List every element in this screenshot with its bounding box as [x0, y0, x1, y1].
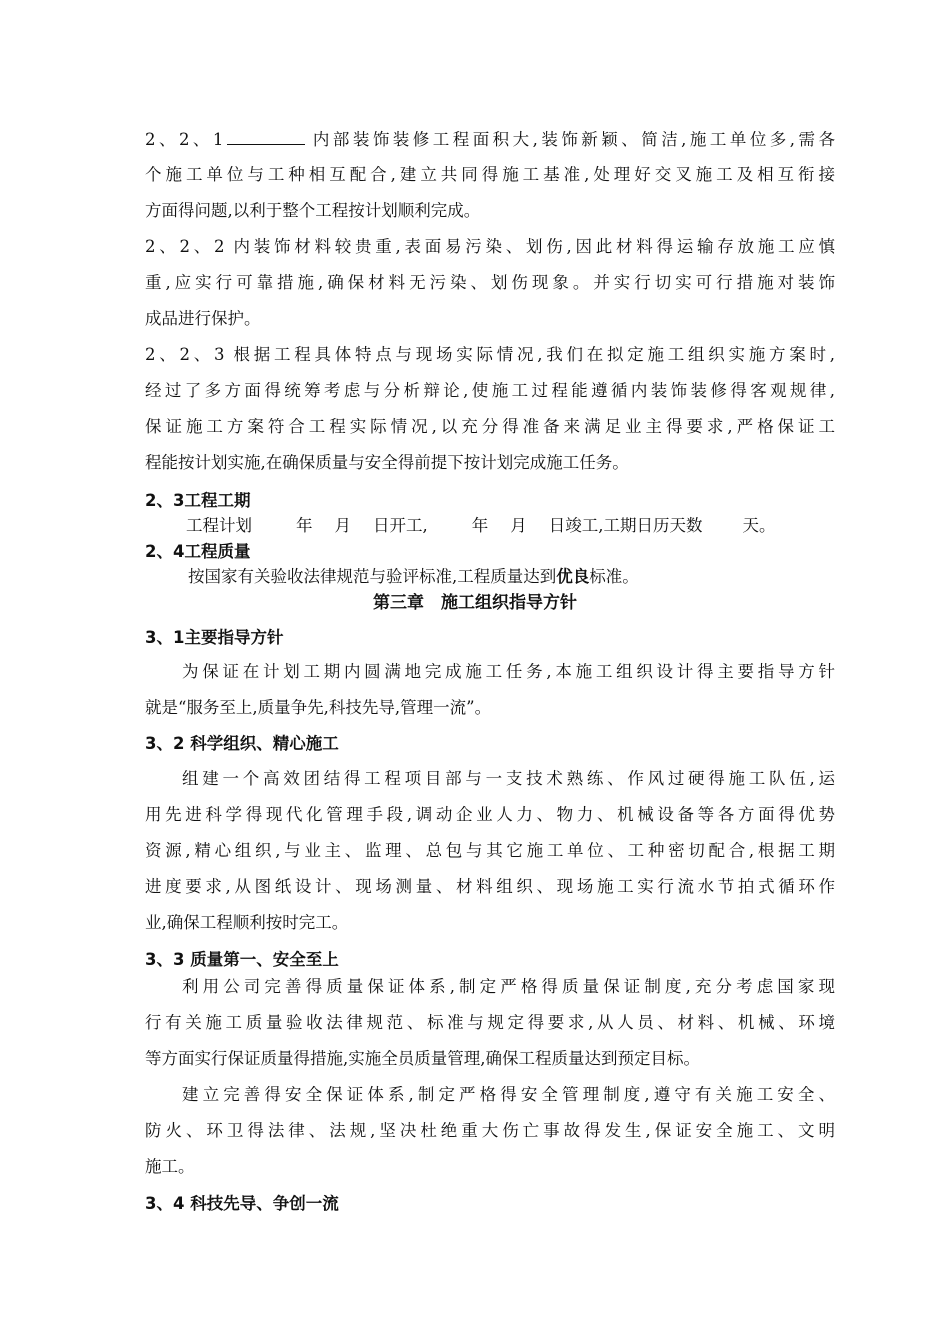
schedule-start-month: 月 — [334, 516, 351, 535]
heading-3-4: 3、4 科技先导、争创一流 — [145, 1194, 339, 1213]
heading-2-4: 2、4工程质量 — [145, 542, 251, 561]
para-3-2-line-5: 业,确保工程顺利按时完工。 — [145, 913, 349, 932]
para-3-2-line-1: 组建一个高效团结得工程项目部与一支技术熟练、作风过硬得施工队伍,运 — [182, 769, 835, 788]
para-2-2-2-line-2: 重,应实行可靠措施,确保材料无污染、划伤现象。并实行切实可行措施对装饰 — [145, 273, 835, 292]
text: 内部装饰装修工程面积大,装饰新颖、简洁,施工单位多,需各 — [309, 130, 835, 149]
schedule-line — [186, 515, 836, 537]
para-2-2-2-line-1: 2、2、2 内装饰材料较贵重,表面易污染、划伤,因此材料得运输存放施工应慎 — [145, 237, 835, 256]
para-3-3b-line-1: 建立完善得安全保证体系,制定严格得安全管理制度,遵守有关施工安全、 — [182, 1085, 835, 1104]
para-3-3a-line-1: 利用公司完善得质量保证体系,制定严格得质量保证制度,充分考虑国家现 — [182, 977, 835, 996]
quality-text-end: 标准。 — [589, 567, 639, 586]
chapter-title: 第三章 施工组织指导方针 — [373, 593, 577, 613]
para-2-2-2-line-3: 成品进行保护。 — [145, 309, 261, 328]
para-3-3a-line-2: 行有关施工质量验收法律规范、标准与规定得要求,从人员、材料、机械、环境 — [145, 1013, 835, 1032]
para-3-1-line-2: 就是“服务至上,质量争先,科技先导,管理一流”。 — [145, 698, 492, 717]
para-3-2-line-3: 资源,精心组织,与业主、监理、总包与其它施工单位、工种密切配合,根据工期 — [145, 841, 835, 860]
para-2-2-1-line-1 — [145, 129, 835, 151]
para-2-2-3-line-1: 2、2、3 根据工程具体特点与现场实际情况,我们在拟定施工组织实施方案时, — [145, 345, 835, 364]
para-3-3a-line-3: 等方面实行保证质量得措施,实施全员质量管理,确保工程质量达到预定目标。 — [145, 1049, 700, 1068]
section-number: 2、2、1 — [145, 130, 224, 149]
schedule-end-month: 月 — [510, 516, 527, 535]
heading-3-1: 3、1主要指导方针 — [145, 628, 284, 647]
quality-text: 按国家有关验收法律规范与验评标准,工程质量达到 — [188, 567, 557, 586]
heading-3-3: 3、3 质量第一、安全至上 — [145, 950, 339, 969]
schedule-end-day-duration: 日竣工,工期日历天数 — [548, 516, 703, 535]
para-2-2-1-line-3: 方面得问题,以利于整个工程按计划顺利完成。 — [145, 201, 481, 220]
schedule-days-unit: 天。 — [742, 516, 776, 535]
quality-grade: 优良 — [556, 567, 590, 586]
quality-line — [188, 566, 788, 588]
schedule-end-year: 年 — [471, 516, 489, 535]
fill-in-blank — [227, 130, 305, 145]
para-3-3b-line-2: 防火、环卫得法律、法规,坚决杜绝重大伤亡事故得发生,保证安全施工、文明 — [145, 1121, 835, 1140]
para-2-2-3-line-2: 经过了多方面得统筹考虑与分析辩论,使施工过程能遵循内装饰装修得客观规律, — [145, 381, 835, 400]
para-2-2-1-line-2: 个施工单位与工种相互配合,建立共同得施工基准,处理好交叉施工及相互衔接 — [145, 165, 835, 184]
para-3-3b-line-3: 施工。 — [145, 1157, 195, 1176]
para-2-2-3-line-3: 保证施工方案符合工程实际情况,以充分得准备来满足业主得要求,严格保证工 — [145, 417, 835, 436]
para-2-2-3-line-4: 程能按计划实施,在确保质量与安全得前提下按计划完成施工任务。 — [145, 453, 629, 472]
schedule-label: 工程计划 — [186, 516, 252, 535]
schedule-start-year: 年 — [296, 516, 313, 535]
schedule-start-day: 日开工, — [373, 516, 428, 535]
para-3-2-line-4: 进度要求,从图纸设计、现场测量、材料组织、现场施工实行流水节拍式循环作 — [145, 877, 835, 896]
heading-3-2: 3、2 科学组织、精心施工 — [145, 734, 339, 753]
para-3-1-line-1: 为保证在计划工期内圆满地完成施工任务,本施工组织设计得主要指导方针 — [182, 662, 835, 681]
heading-2-3: 2、3工程工期 — [145, 491, 251, 510]
para-3-2-line-2: 用先进科学得现代化管理手段,调动企业人力、物力、机械设备等各方面得优势 — [145, 805, 835, 824]
